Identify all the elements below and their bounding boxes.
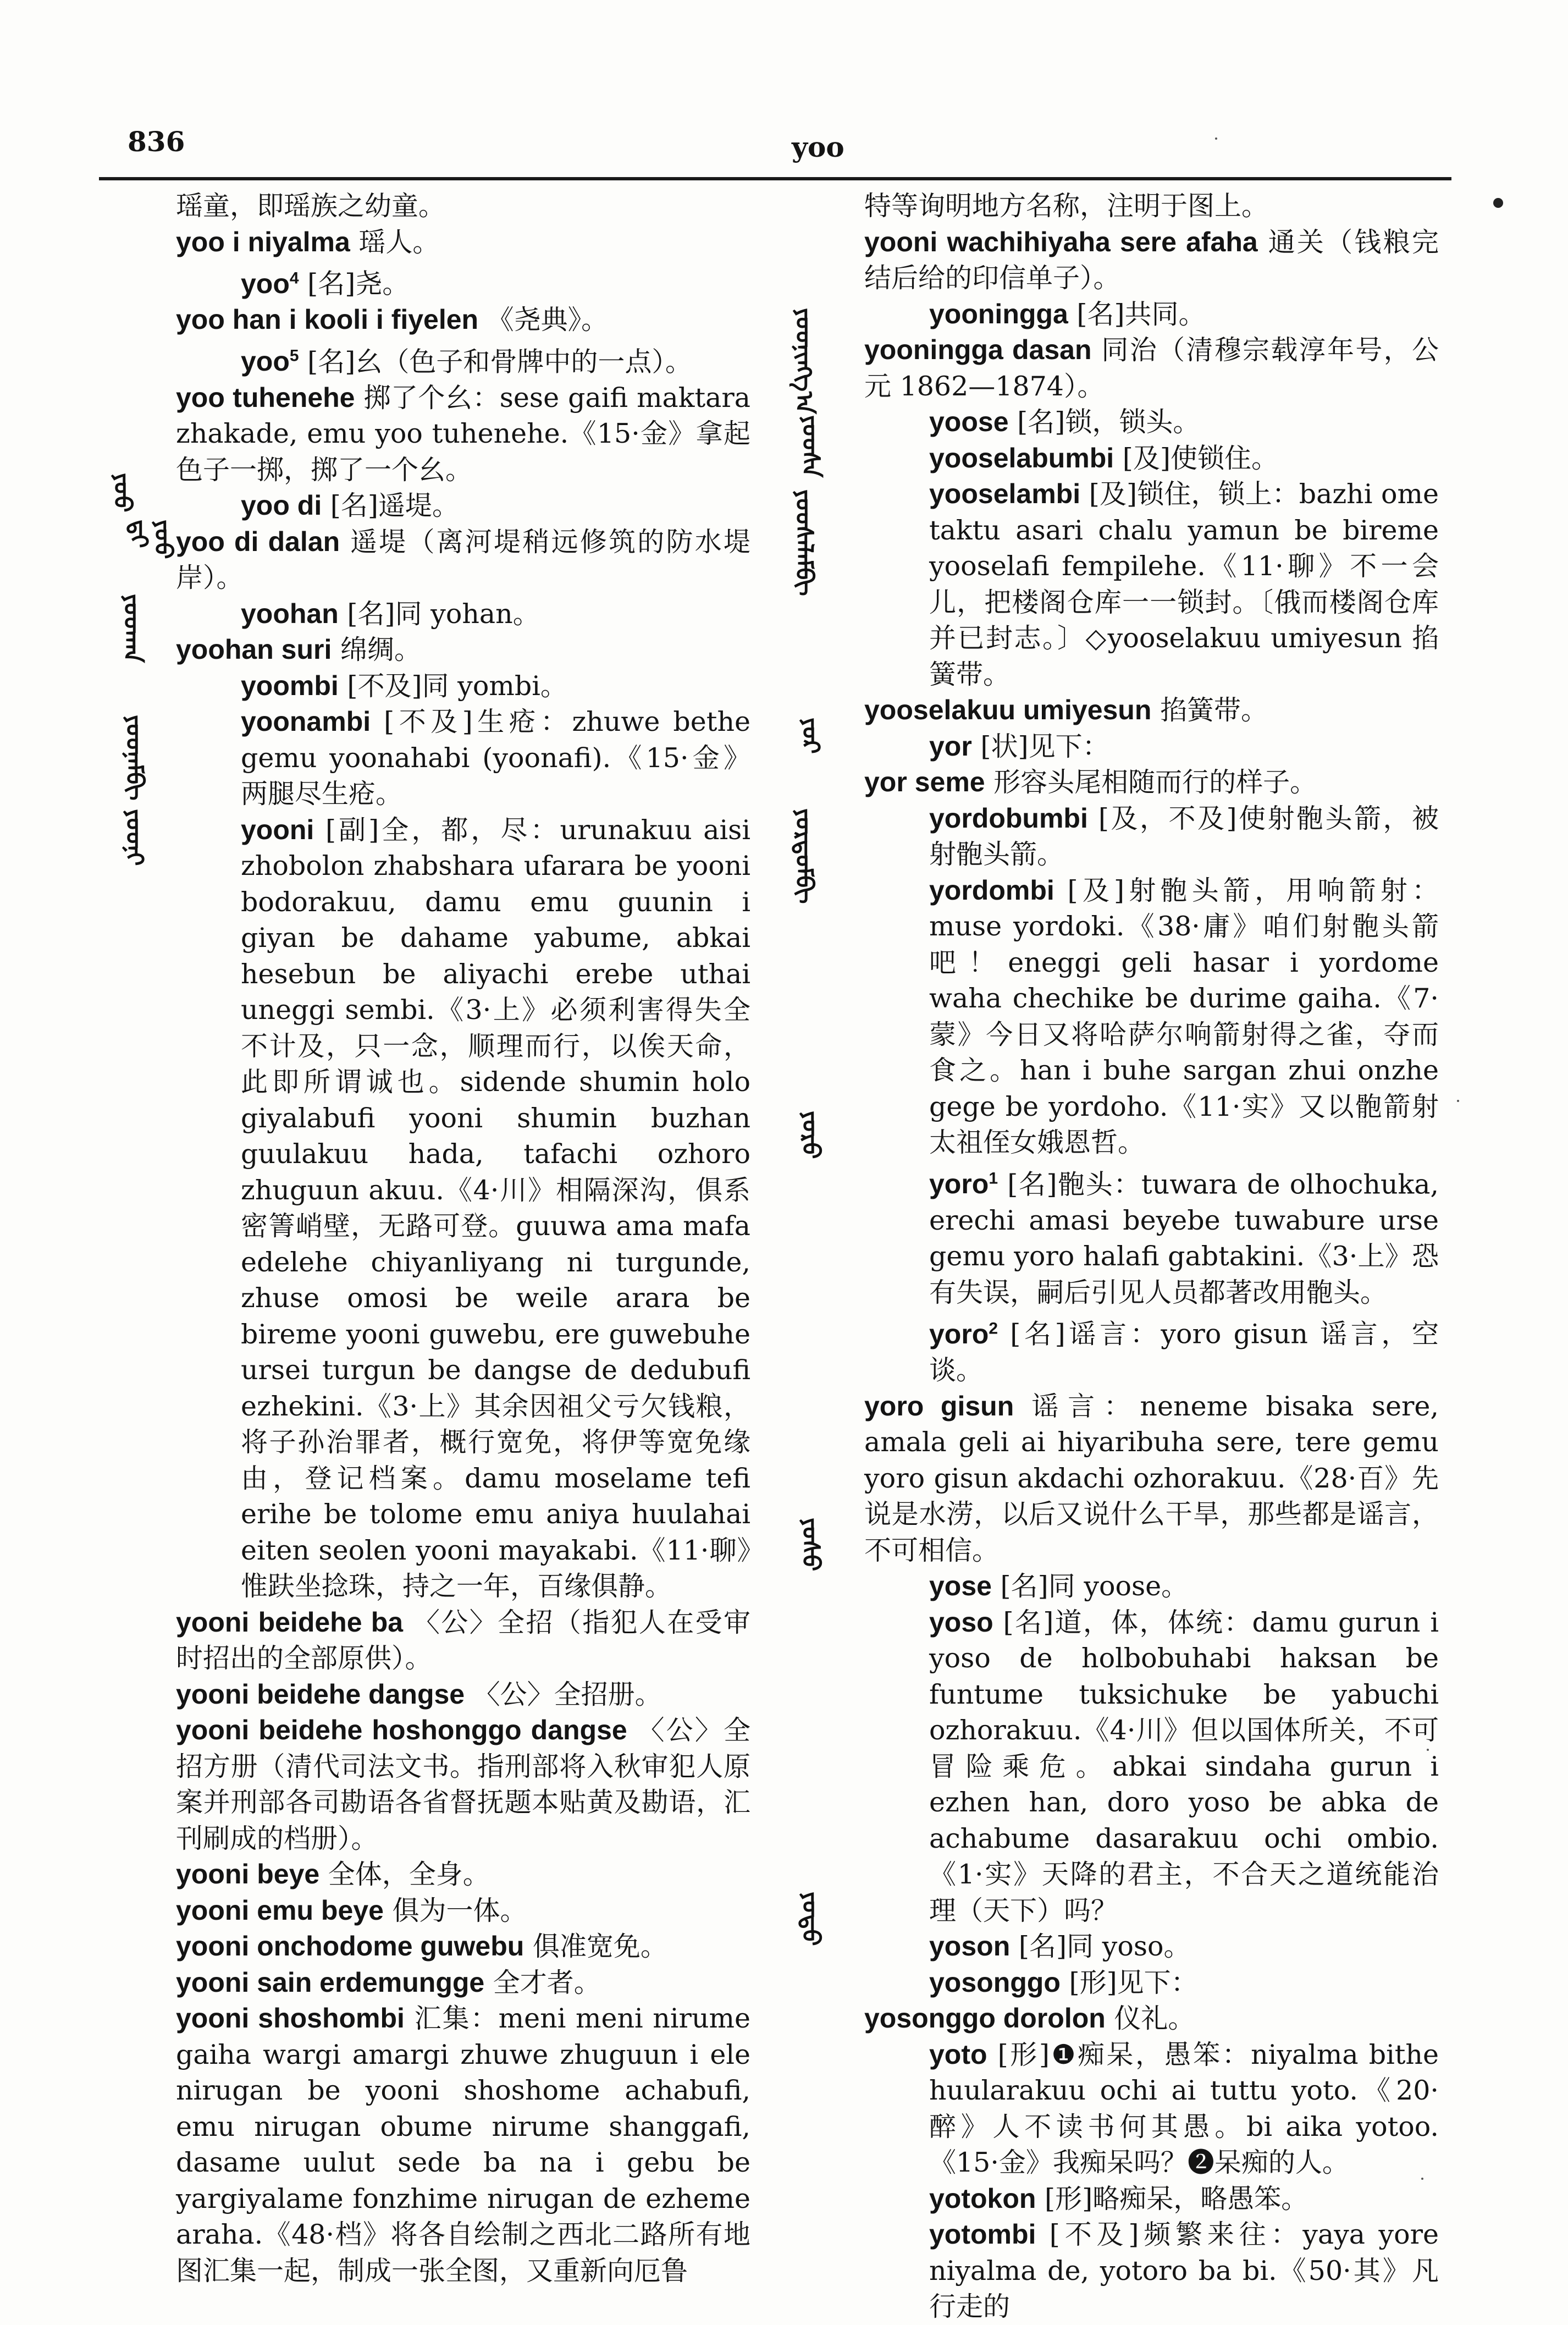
- scan-speck: [1427, 1749, 1429, 1751]
- entry: yoro gisun 谣言：neneme bisaka sere, amala geli ai hiyaribuha sere, tere gemu yoro gisun akdachi ozhorakuu.《28·百》先说是水涝，以后又说什么干旱，那些都是谣言，不可相信。: [864, 1390, 1439, 1566]
- scan-speck: [1421, 2178, 1423, 2180]
- entry: yooni wachihiyaha sere afaha 通关（钱粮完结后给的印信单子）。: [864, 226, 1439, 294]
- margin-script-yoohan: ᠶᠣᠣᠬᠠᠨ: [118, 594, 146, 663]
- headword: yoo di dalan: [176, 526, 340, 557]
- entry: yordombi [及]射骲头箭，用响箭射：muse yordoki.《38·庸》咱们射骲头箭吧！eneggi geli hasar i yordome waha chechike be durime gaiha.《7·蒙》今日又将哈萨尔响箭射得之雀，夺而食之。han i buhe sargan zhui onzhe gege be yordoho.《11·实》又以骲箭射太祖侄女娥恩哲。: [929, 874, 1439, 1158]
- headword: yooselabumbi: [929, 442, 1114, 473]
- entry: yotokon [形]略痴呆，略愚笨。: [929, 2183, 1308, 2214]
- entry: yooselabumbi [及]使锁住。: [929, 442, 1278, 474]
- entry: yooni onchodome guwebu 俱准宽免。: [176, 1931, 667, 1963]
- margin-script-yoo-di: ᠶᠣᠣ ᠳᠢ: [125, 520, 177, 559]
- margin-script-yoto: ᠶᠣᠲᠣ: [797, 1892, 825, 1946]
- headword: yooni beidehe hoshonggo dangse: [176, 1715, 627, 1746]
- entry: yooni beidehe hoshonggo dangse 〈公〉全招方册（清代司法文书。指刑部将入秋审犯人原案并刑部各司勘语各省督抚题本贴黄及勘语，汇刊刷成的档册）。: [176, 1715, 750, 1854]
- entry: yoo i niyalma 瑶人。: [176, 226, 440, 258]
- entry: yooni beidehe dangse 〈公〉全招册。: [176, 1678, 662, 1710]
- entry: 特等询明地方名称，注明于图上。: [864, 190, 1269, 222]
- entry: yotombi [不及]频繁来往：yaya yore niyalma de, yotoro ba bi.《50·其》凡行走的: [929, 2219, 1439, 2323]
- entry: yoonambi [不及]生疮：zhuwe bethe gemu yoonahabi (yoonafi).《15·金》两腿尽生疮。: [241, 706, 750, 810]
- entry: yoo tuhenehe 掷了个幺：sese gaifi maktara zhakade, emu yoo tuhenehe.《15·金》拿起色子一掷，掷了一个幺。: [176, 382, 750, 486]
- entry: yoto [形]❶痴呆，愚笨：niyalma bithe huularakuu ochi ai tuttu yoto.《20·醉》人不读书何其愚。bi aika yotoo.《15·金》我痴呆吗？❷呆痴的人。: [929, 2038, 1439, 2179]
- headword: yor: [929, 730, 972, 762]
- entry: yooni beye 全体，全身。: [176, 1859, 490, 1891]
- headword: yor seme: [864, 767, 985, 797]
- headword: yooningga: [929, 298, 1068, 329]
- headword: yoo i niyalma: [176, 226, 350, 257]
- headword: yoro$^2$: [929, 1318, 998, 1349]
- entry: 瑶童，即瑶族之幼童。: [176, 190, 446, 222]
- entry: yoohan suri 绵绸。: [176, 634, 421, 666]
- headword: yoohan suri: [176, 634, 332, 665]
- scan-speck: [1215, 137, 1217, 140]
- headword: yooselambi: [929, 478, 1081, 509]
- headword: yordombi: [929, 874, 1054, 906]
- entry: yooni emu beye 俱为一体。: [176, 1894, 527, 1926]
- headword: yoo$^4$: [241, 268, 299, 299]
- margin-script-yooni: ᠶᠣᠣᠨᠠᠮᠪᠢ ᠶᠣᠣᠨᠢ: [120, 715, 148, 866]
- header-rule: [99, 177, 1451, 180]
- headword: yoo$^5$: [241, 346, 299, 377]
- entry: yor seme 形容头尾相随而行的样子。: [864, 767, 1317, 798]
- entry: yoson [名]同 yoso。: [929, 1931, 1191, 1963]
- entry: yoohan [名]同 yohan。: [241, 598, 540, 630]
- entry: yooselakuu umiyesun 掐簧带。: [864, 695, 1268, 726]
- headword: yooni beidehe dangse: [176, 1678, 465, 1710]
- margin-script-yoo: ᠶᠣᠣ: [108, 473, 136, 513]
- headword: yordobumbi: [929, 802, 1088, 834]
- headword: yooni onchodome guwebu: [176, 1931, 524, 1962]
- entry: yosonggo [形]见下：: [929, 1966, 1198, 1998]
- entry: yoo di [名]遥堤。: [241, 490, 460, 522]
- entry: yoro$^2$ [名]谣言：yoro gisun 谣言，空谈。: [929, 1318, 1439, 1386]
- headword: yoohan: [241, 598, 339, 629]
- scan-speck: [1493, 198, 1503, 208]
- headword: yoson: [929, 1931, 1011, 1962]
- headword: yoo tuhenehe: [176, 382, 355, 413]
- entry: yooningga dasan 同治（清穆宗载淳年号，公元 1862—1874）。: [864, 334, 1439, 402]
- headword: yoose: [929, 406, 1009, 437]
- headword: yoro gisun: [864, 1390, 1014, 1422]
- margin-script-yooningga: ᠶᠣᠣᠨᠢᠩᠭ᠎ᠠ: [790, 308, 818, 414]
- headword: yooningga dasan: [864, 334, 1092, 365]
- entry: yosonggo dorolon 仪礼。: [864, 2003, 1195, 2035]
- entry: yooningga [名]共同。: [929, 298, 1206, 330]
- headword: yooni beye: [176, 1859, 320, 1890]
- entry: yordobumbi [及，不及]使射骲头箭，被射骲头箭。: [929, 802, 1439, 870]
- headword: yooni emu beye: [176, 1894, 384, 1926]
- margin-script-yor: ᠶᠣᠷ: [797, 718, 825, 754]
- entry: yoo di dalan 遥堤（离河堤稍远修筑的防水堤岸）。: [176, 526, 751, 594]
- right-column: [864, 188, 1439, 2325]
- headword: yooni beidehe ba: [176, 1606, 404, 1638]
- margin-script-yoro: ᠶᠣᠷᠣ: [797, 1111, 825, 1159]
- page-number: 836: [128, 125, 185, 158]
- headword: yooni sain erdemungge: [176, 1966, 485, 1998]
- headword: yoonambi: [241, 706, 371, 737]
- entry: yooni beidehe ba 〈公〉全招（指犯人在受审时招出的全部原供）。: [176, 1606, 751, 1674]
- left-column: [176, 188, 750, 2289]
- headword: yooni shoshombi: [176, 2003, 405, 2034]
- entry: yooni shoshombi 汇集：meni meni nirume gaiha wargi amargi zhuwe zhuguun i ele nirugan be yooni shoshome achabufi, emu nirugan obume nirume shanggafi, dasame uulut sede ba na i gebu be yargiyalame fonzhime nirugan de ezheme araha.《48·档》将各自绘制之西北二路所有地图汇集一起，制成一张全图，又重新向厄鲁: [176, 2003, 750, 2287]
- scan-speck: [1457, 1100, 1459, 1102]
- entry: yoose [名]锁，锁头。: [929, 406, 1200, 438]
- headword: yoombi: [241, 670, 339, 701]
- entry: yoro$^1$ [名]骲头：tuwara de olhochuka, erechi amasi beyebe tuwabure urse gemu yoro halafi gabtakini.《3·上》恐有失误，嗣后引见人员都著改用骲头。: [929, 1169, 1439, 1308]
- entry: yoo$^5$ [名]幺（色子和骨牌中的一点）。: [241, 346, 692, 378]
- headword: yose: [929, 1571, 992, 1602]
- headword: yoto: [929, 2038, 987, 2070]
- headword: yotokon: [929, 2183, 1036, 2214]
- headword: yoo han i kooli i fiyelen: [176, 304, 479, 335]
- entry: yor [状]见下：: [929, 730, 1109, 762]
- entry: yoso [名]道，体，体统：damu gurun i yoso de holbobuhabi haksan be funtume tuksichuke be yabuchi ozhorakuu.《4·川》但以国体所关，不可冒险乘危。abkai sindaha gurun i ezhen han, doro yoso be abka de achabume dasarakuu ochi ombio.《1·实》天降的君主，不合天之道统能治理（天下）吗？: [929, 1606, 1439, 1926]
- margin-script-yooselambi: ᠶᠣᠣᠰᠡᠯᠠᠮᠪᠢ: [790, 489, 818, 596]
- headword: yosonggo dorolon: [864, 2003, 1106, 2034]
- headword: yotombi: [929, 2219, 1036, 2250]
- margin-script-yordombi: ᠶᠣᠷᠳᠣᠮᠪᠢ: [790, 808, 818, 904]
- margin-script-yoso: ᠶᠣᠰᠣ: [797, 1518, 825, 1572]
- entry: yooni sain erdemungge 全才者。: [176, 1966, 601, 1998]
- headword: yosonggo: [929, 1966, 1061, 1998]
- headword: yooni wachihiyaha sere afaha: [864, 226, 1258, 257]
- entry: yooselambi [及]锁住，锁上：bazhi ome taktu asari chalu yamun be bireme yooselafi fempilehe.《11·聊》不一会儿，把楼阁仓库一一锁封。〔俄而楼阁仓库并已封志。〕◇yooselakuu umiyesun 掐簧带。: [929, 478, 1439, 690]
- entry: yoombi [不及]同 yombi。: [241, 670, 567, 702]
- headword: yooni: [241, 814, 314, 845]
- entry: yoo$^4$ [名]尧。: [241, 268, 410, 300]
- running-head: yoo: [792, 131, 844, 163]
- headword: yoro$^1$: [929, 1169, 998, 1200]
- headword: yoo di: [241, 490, 322, 521]
- margin-script-yoose: ᠶᠣᠣᠰᠡ: [797, 415, 825, 478]
- entry: yose [名]同 yoose。: [929, 1571, 1189, 1602]
- headword: yoso: [929, 1606, 993, 1638]
- entry: yooni [副]全，都，尽：urunakuu aisi zhobolon zhabshara ufarara be yooni bodorakuu, damu emu guunin i giyan be dahame yabume, abkai hesebun be aliyachi erebe uthai uneggi sembi.《3·上》必须利害得失全不计及，只一念，顺理而行，以俟天命，此即所谓诚也。sidende shumin holo giyalabufi yooni shumin buzhan guulakuu hada, tafachi ozhoro zhuguun akuu.《4·川》相隔深沟，俱系密箐峭壁，无路可登。guuwa ama mafa edelehe chiyanliyang ni turgunde, zhuse omosi be weile arara be bireme yooni guwebu, ere guwebuhe ursei turgun be dangse de dedubufi ezhekini.《3·上》其余因祖父亏欠钱粮，将子孙治罪者，概行宽免，将伊等宽免缘由，登记档案。damu moselame tefi erihe be tolome emu aniya huulahai eiten seolen yooni mayakabi.《11·聊》惟趺坐捻珠，持之一年，百缘俱静。: [241, 814, 750, 1602]
- headword: yooselakuu umiyesun: [864, 695, 1152, 725]
- entry: yoo han i kooli i fiyelen 《尧典》。: [176, 304, 609, 336]
